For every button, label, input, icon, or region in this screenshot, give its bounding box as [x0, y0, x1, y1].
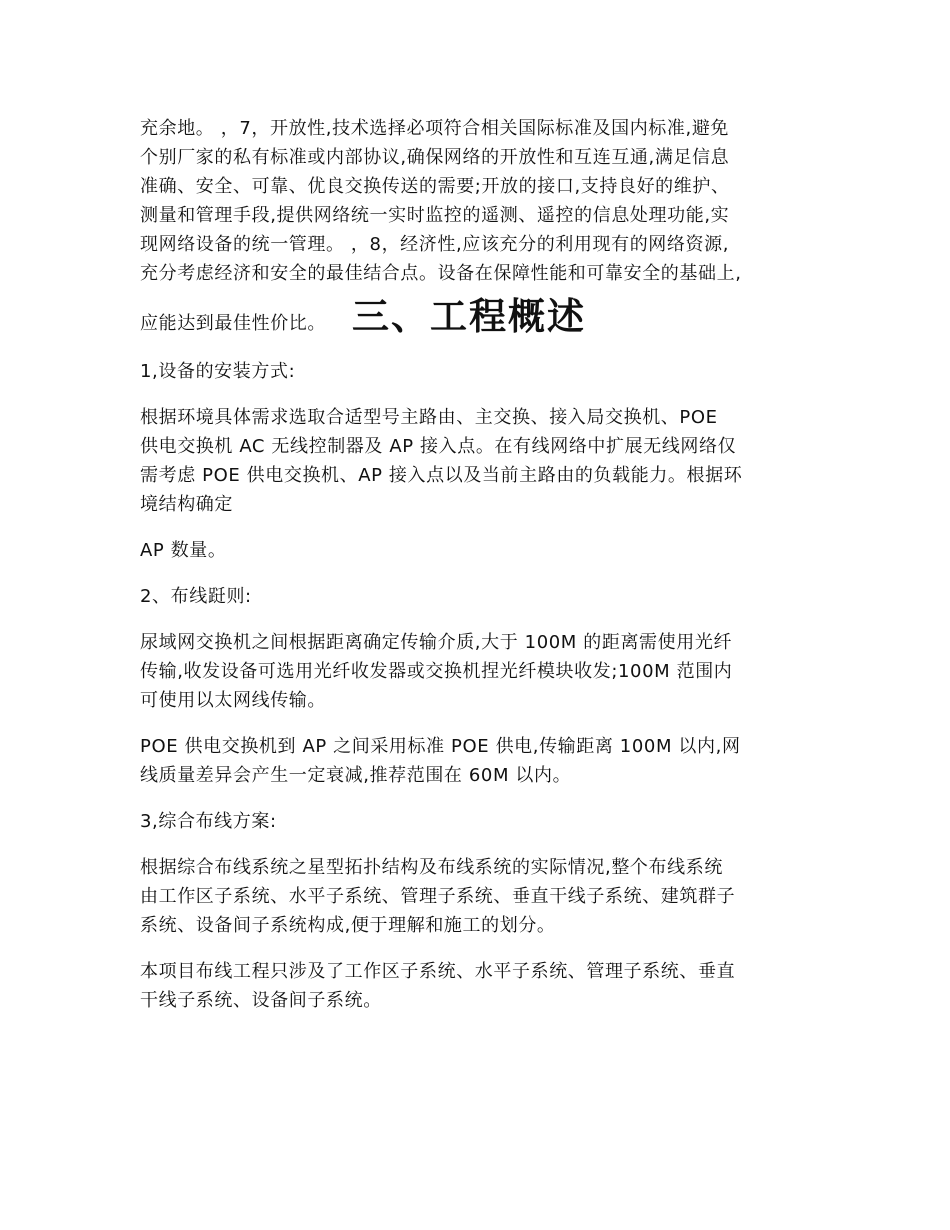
text-line: 可使用以太网线传输。 [140, 690, 326, 711]
text-line: 准确、安全、可靠、优良交换传送的需要;开放的接口,支持良好的维护、 [140, 176, 730, 197]
paragraph-transmission-medium [140, 628, 830, 715]
paragraph-ap-count [140, 536, 830, 565]
text-line: 根据环境具体需求选取合适型号主路由、主交换、接入局交换机、POE [140, 407, 718, 428]
text-line: 本项目布线工程只涉及了工作区子系统、水平子系统、管理子系统、垂直 [140, 961, 736, 982]
subheading-cabling-rules [140, 582, 830, 611]
text-line: 由工作区子系统、水平子系统、管理子系统、垂直干线子系统、建筑群子 [140, 886, 736, 907]
text-line: 供电交换机 AC 无线控制器及 AP 接入点。在有线网络中扩展无线网络仅 [140, 436, 737, 457]
paragraph-project-scope [140, 957, 830, 1015]
text-line: 需考虑 POE 供电交换机、AP 接入点以及当前主路由的负载能力。根据环 [140, 465, 743, 486]
text-line: 测量和管理手段,提供网络统一实时监控的遥测、遥控的信息处理功能,实 [140, 205, 730, 226]
section-heading: 三、工程概述 [352, 295, 586, 338]
text-line: AP 数量。 [140, 540, 227, 561]
text-line: 3,综合布线方案: [140, 811, 277, 832]
text-line: 个别厂家的私有标准或内部协议,确保网络的开放性和互连互通,满足信息 [140, 147, 730, 168]
text-line: 充分考虑经济和安全的最佳结合点。设备在保障性能和可靠安全的基础上, [140, 263, 742, 284]
paragraph-device-selection [140, 403, 830, 519]
text-line: 尿域网交换机之间根据距离确定传输介质,大于 100M 的距离需使用光纤 [140, 632, 733, 653]
text-line: 系统、设备间子系统构成,便于理解和施工的划分。 [140, 915, 556, 936]
intro-paragraph [140, 114, 830, 340]
text-line: 现网络设备的统一管理。 ，8，经济性,应该充分的利用现有的网络资源, [140, 234, 730, 255]
text-line: POE 供电交换机到 AP 之间采用标准 POE 供电,传输距离 100M 以内,网 [140, 736, 741, 757]
paragraph-star-topology [140, 853, 830, 940]
text-line: 1,设备的安装方式: [140, 361, 296, 382]
text-line: 根据综合布线系统之星型拓扑结构及布线系统的实际情况,整个布线系统 [140, 857, 723, 878]
subheading-install-method [140, 357, 830, 386]
heading-row [140, 288, 830, 340]
text-line: 2、布线跹则: [140, 586, 252, 607]
text-line: 应能达到最佳性价比。 [140, 313, 326, 334]
document-page [140, 114, 830, 1015]
text-line: 线质量差异会产生一定衰减,推荐范围在 60M 以内。 [140, 765, 572, 786]
text-line: 干线子系统、设备间子系统。 [140, 990, 382, 1011]
subheading-cabling-plan [140, 807, 830, 836]
paragraph-poe-power [140, 732, 830, 790]
text-line: 充余地。 ，7，开放性,技术选择必项符合相关国际标准及国内标准,避免 [140, 118, 730, 139]
text-line: 境结构确定 [140, 494, 233, 515]
text-line: 传输,收发设备可选用光纤收发器或交换机捏光纤模块收发;100M 范围内 [140, 661, 733, 682]
